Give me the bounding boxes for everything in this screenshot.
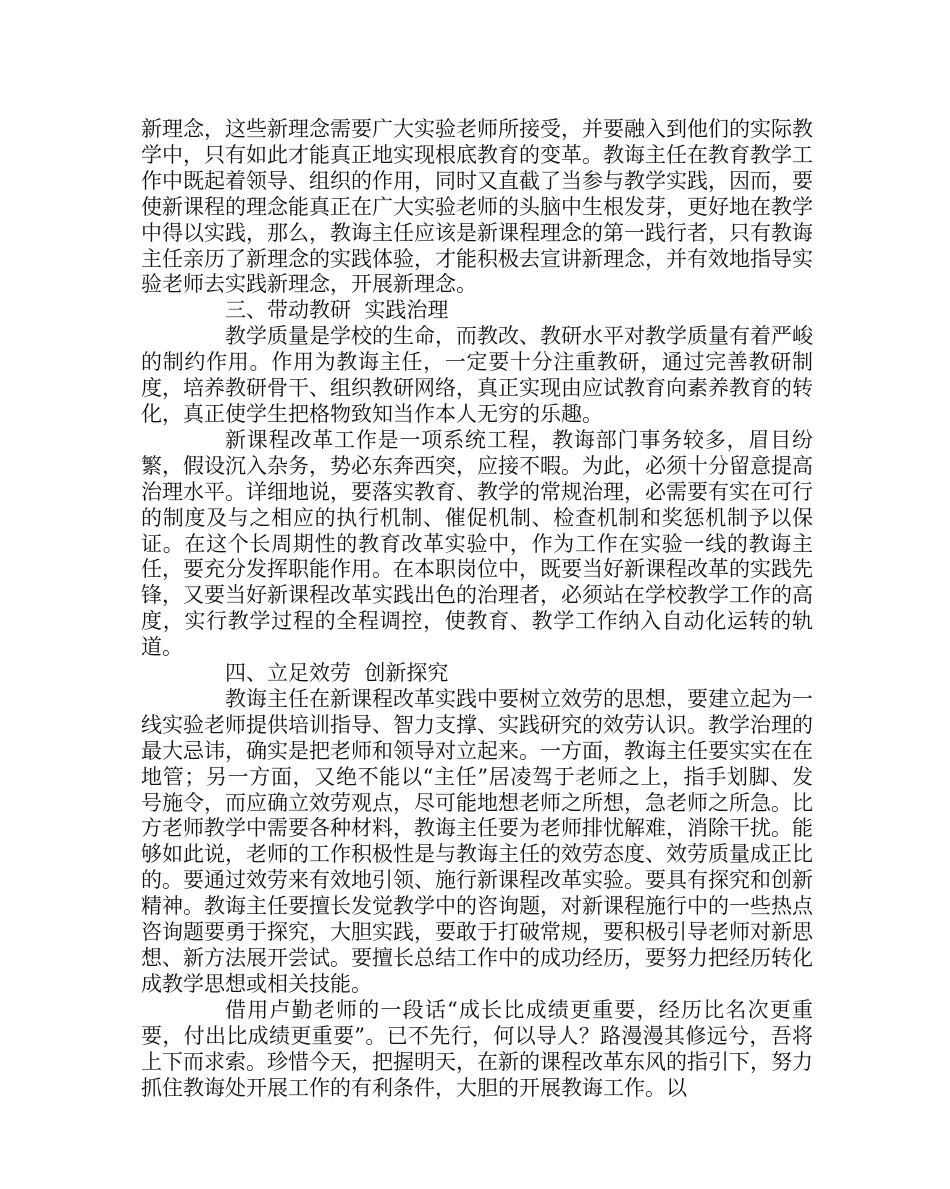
body-paragraph: 借用卢勤老师的一段话“成长比成绩更重要，经历比名次更重要，付出比成绩更重要”。已不先行，何以导人？路漫漫其修远兮，吾将上下而求索。珍惜今天，把握明天，在新的课程改革东风的指引下，努力抓住教诲处开展工作的有利条件，大胆的开展教诲工作。以 <box>141 997 813 1100</box>
section-heading: 三、带动教研 实践治理 <box>225 298 449 323</box>
section-heading: 四、立足效劳 创新探究 <box>225 661 449 686</box>
body-paragraph: 教诲主任在新课程改革实践中要树立效劳的思想，要建立起为一线实验老师提供培训指导、智力支撑、实践研究的效劳认识。教学治理的最大忌讳，确实是把老师和领导对立起来。一方面，教诲主任要实实在在地管；另一方面，又绝不能以“主任”居凌驾于老师之上，指手划脚、发号施令，而应确立效劳观点，尽可能地想老师之所想，急老师之所急。比方老师教学中需要各种材料，教诲主任要为老师排忧解难，消除干扰。能够如此说，老师的工作积极性是与教诲主任的效劳态度、效劳质量成正比的。要通过效劳来有效地引领、施行新课程改革实验。要具有探究和创新精神。教诲主任要擅长发觉教学中的咨询题，对新课程施行中的一些热点咨询题要勇于探究，大胆实践，要敢于打破常规，要积极引导老师对新思想、新方法展开尝试。要擅长总结工作中的成功经历，要努力把经历转化成教学思想或相关技能。 <box>141 686 813 996</box>
body-paragraph: 新理念，这些新理念需要广大实验老师所接受，并要融入到他们的实际教学中，只有如此才能真正地实现根底教育的变革。教诲主任在教育教学工作中既起着领导、组织的作用，同时又直截了当参与教学实践，因而，要使新课程的理念能真正在广大实验老师的头脑中生根发芽，更好地在教学中得以实践，那么，教诲主任应该是新课程理念的第一践行者，只有教诲主任亲历了新理念的实践体验，才能积极去宣讲新理念，并有效地指导实验老师去实践新理念，开展新理念。 <box>141 117 813 297</box>
document-page <box>141 117 813 1101</box>
body-paragraph: 新课程改革工作是一项系统工程，教诲部门事务较多，眉目纷繁，假设沉入杂务，势必东奔西突，应接不暇。为此，必须十分留意提高治理水平。详细地说，要落实教育、教学的常规治理，必需要有实在可行的制度及与之相应的执行机制、催促机制、检查机制和奖惩机制予以保证。在这个长周期性的教育改革实验中，作为工作在实验一线的教诲主任，要充分发挥职能作用。在本职岗位中，既要当好新课程改革的实践先锋，又要当好新课程改革实践出色的治理者，必须站在学校教学工作的高度，实行教学过程的全程调控，使教育、教学工作纳入自动化运转的轨道。 <box>141 427 813 660</box>
body-paragraph: 教学质量是学校的生命，而教改、教研水平对教学质量有着严峻的制约作用。作用为教诲主任，一定要十分注重教研，通过完善教研制度，培养教研骨干、组织教研网络，真正实现由应试教育向素养教育的转化，真正使学生把格物致知当作本人无穷的乐趣。 <box>141 324 813 426</box>
